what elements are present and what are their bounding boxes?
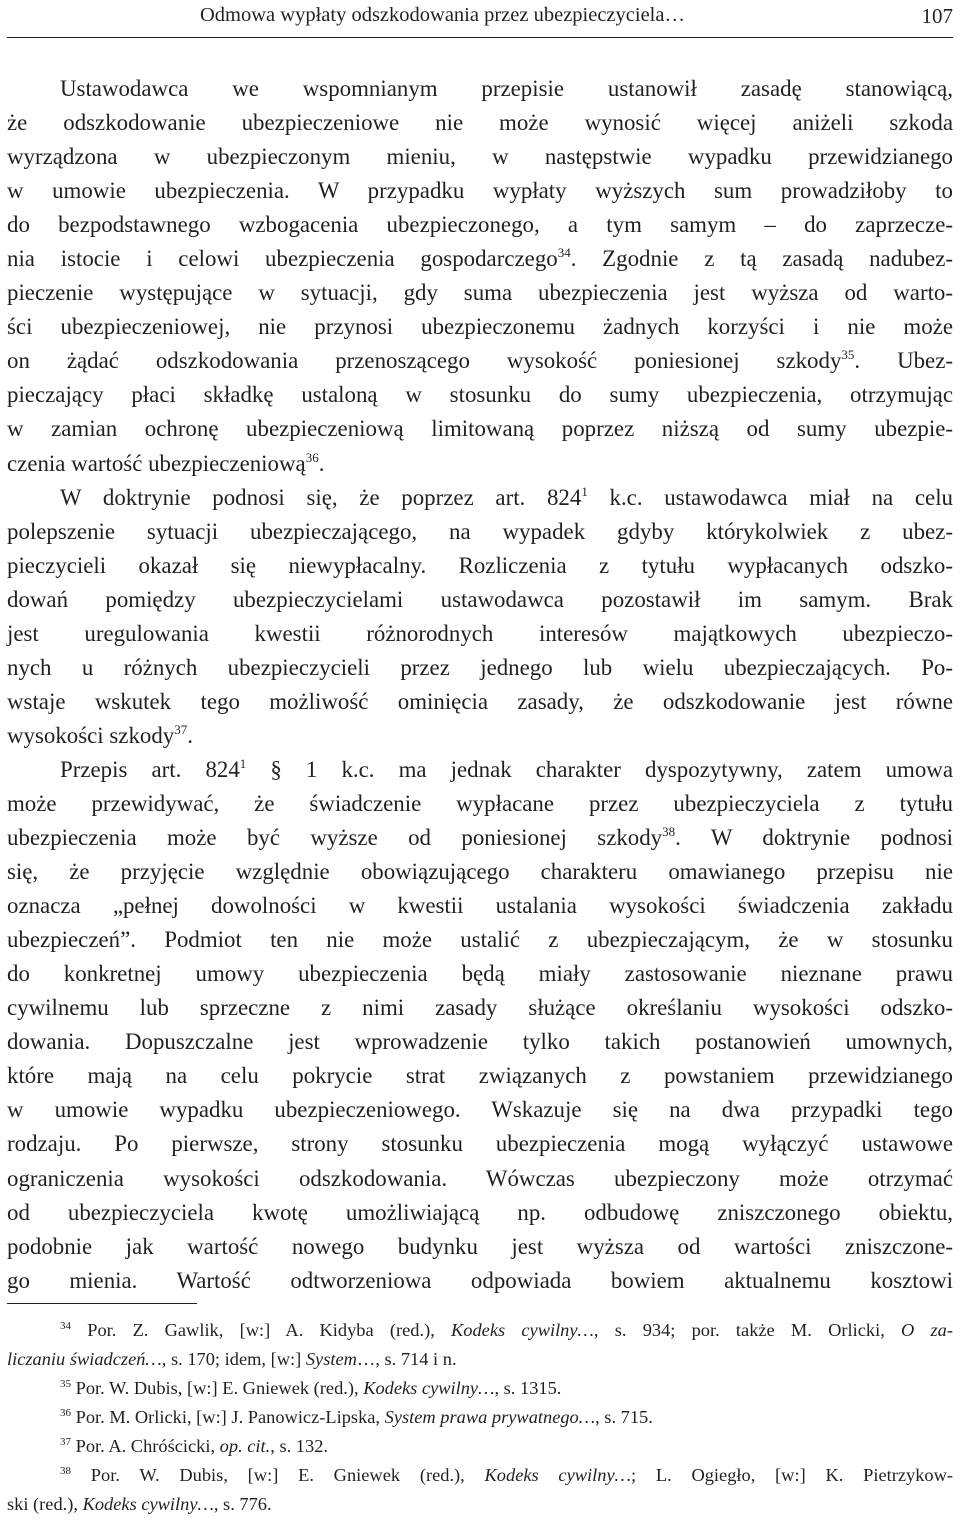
- text-line-content: W doktrynie podnosi się, że poprzez art. 824: [60, 484, 582, 510]
- footnote-line: [7, 1461, 953, 1490]
- text-line: [7, 549, 953, 583]
- text-line-content: ści ubezpieczeniowej, nie przynosi ubezpieczonemu żadnych korzyści i nie może: [7, 314, 953, 340]
- text-line-content: się, że przyjęcie względnie obowiązującego charakteru omawianego przepisu nie: [7, 859, 953, 885]
- text-line: [7, 72, 953, 106]
- text-line: [7, 719, 953, 753]
- footnote-title: liczaniu świadczeń…: [7, 1349, 162, 1369]
- text-line: [7, 106, 953, 140]
- text-line: [7, 174, 953, 208]
- footnote-text: Por. A. Chróścicki,: [75, 1436, 220, 1456]
- footnote-ref: 35: [841, 347, 855, 363]
- footnote-text: …, s. 714 i n.: [356, 1349, 457, 1369]
- text-line: [7, 923, 953, 957]
- text-line-content: oznacza „pełnej dowolności w kwestii ustalania wysokości świadczenia zakładu: [7, 893, 953, 919]
- text-line-content: .: [318, 450, 325, 476]
- text-line-content: w zamian ochronę ubezpieczeniową limitowaną poprzez niższą od sumy ubezpie-: [7, 416, 953, 442]
- text-line-content: dowania. Dopuszczalne jest wprowadzenie tylko takich postanowień umownych,: [7, 1029, 953, 1055]
- footnote-text: ski (red.),: [7, 1494, 83, 1514]
- footnote-title: Kodeks cywilny…: [484, 1465, 631, 1485]
- text-line-content: rodzaju. Po pierwsze, strony stosunku ubezpieczenia mogą wyłączyć ustawowe: [7, 1131, 953, 1157]
- footnote-ref: 1: [581, 483, 588, 499]
- text-line-content: k.c. ustawodawca miał na celu: [587, 484, 953, 510]
- running-head: Odmowa wypłaty odszkodowania przez ubezpieczyciela…: [200, 4, 685, 26]
- text-line-content: w umowie ubezpieczenia. W przypadku wypłaty wyższych sum prowadziłoby to: [7, 178, 953, 204]
- text-line-content: Ustawodawca we wspomnianym przepisie ustanowił zasadę stanowiącą,: [60, 76, 953, 101]
- text-line: [7, 957, 953, 991]
- footnote-text: Por. W. Dubis, [w:] E. Gniewek (red.),: [90, 1465, 485, 1485]
- footnote-line: [7, 1490, 953, 1519]
- text-line: [7, 378, 953, 412]
- text-line-content: które mają na celu pokrycie strat związanych z powstaniem przewidzianego: [7, 1063, 953, 1089]
- footnote-line: [7, 1316, 953, 1345]
- footnote-ref: 37: [174, 721, 188, 737]
- text-line: [7, 515, 953, 549]
- footnote-title: System prawa prywatnego…: [384, 1407, 596, 1427]
- footnote-ref: 36: [305, 449, 319, 465]
- text-line-content: Przepis art. 824: [60, 756, 240, 782]
- footnote-text: ; L. Ogiegło, [w:] K. Pietrzykow-: [630, 1465, 953, 1485]
- text-line-content: pieczający płaci składkę ustaloną w stosunku do sumy ubezpieczenia, otrzymując: [7, 382, 953, 408]
- footnote-text: , s. 170; idem, [w:]: [161, 1349, 306, 1369]
- page-header: [7, 0, 953, 38]
- text-line: [7, 1264, 953, 1298]
- text-line-content: go mienia. Wartość odtworzeniowa odpowiada bowiem aktualnemu kosztowi: [7, 1267, 953, 1293]
- text-line: [7, 1025, 953, 1059]
- main-text: [7, 72, 953, 1298]
- footnote-line: [7, 1432, 953, 1461]
- footnote-title: op. cit.: [219, 1436, 271, 1456]
- text-line-content: podobnie jak wartość nowego budynku jest wyższa od wartości zniszczone-: [7, 1233, 953, 1259]
- text-line: [7, 685, 953, 719]
- text-line: [7, 1127, 953, 1161]
- text-line: [7, 310, 953, 344]
- text-line: [7, 140, 953, 174]
- text-line-content: może przewidywać, że świadczenie wypłacane przez ubezpieczyciela z tytułu: [7, 790, 953, 816]
- text-line: [7, 787, 953, 821]
- text-line-content: dowań pomiędzy ubezpieczycielami ustawodawca pozostawił im samym. Brak: [7, 586, 953, 612]
- text-line-content: wyrządzona w ubezpieczonym mieniu, w następstwie wypadku przewidzianego: [7, 144, 953, 170]
- text-line: [7, 1093, 953, 1127]
- footnote-text: , s. 934; por. także M. Orlicki,: [593, 1320, 902, 1340]
- text-line-content: jest uregulowania kwestii różnorodnych interesów majątkowych ubezpieczo-: [7, 620, 953, 646]
- text-line-content: nia istocie i celowi ubezpieczenia gospodarczego: [7, 246, 558, 272]
- text-line-content: . Zgodnie z tą zasadą nadubez-: [570, 246, 953, 272]
- footnote-text: , s. 776.: [213, 1494, 272, 1514]
- text-line: [7, 276, 953, 310]
- text-line: [7, 583, 953, 617]
- text-line-content: on żądać odszkodowania przenoszącego wysokość poniesionej szkody: [7, 348, 842, 374]
- text-line-content: ograniczenia wysokości odszkodowania. Wówczas ubezpieczony może otrzymać: [7, 1165, 953, 1191]
- footnote-ref: 34: [557, 245, 571, 261]
- footnote-line: [7, 1345, 953, 1374]
- text-line: [7, 889, 953, 923]
- footnote-number: 34: [60, 1320, 71, 1332]
- text-line: [7, 753, 953, 787]
- text-line: [7, 651, 953, 685]
- footnote-line: [7, 1374, 953, 1403]
- text-line-content: pieczenie występujące w sytuacji, gdy suma ubezpieczenia jest wyższa od warto-: [7, 280, 953, 306]
- text-line-content: czenia wartość ubezpieczeniową: [7, 450, 306, 476]
- footnote-text: , s. 132.: [270, 1436, 328, 1456]
- text-line: [7, 1162, 953, 1196]
- footnote-text: Por. M. Orlicki, [w:] J. Panowicz-Lipska,: [75, 1407, 385, 1427]
- text-line-content: wstaje wskutek tego możliwość ominięcia zasady, że odszkodowanie jest równe: [7, 688, 953, 714]
- footnote-title: O za-: [901, 1320, 953, 1340]
- text-line: [7, 855, 953, 889]
- text-line-content: . Ubez-: [854, 348, 953, 374]
- text-line: [7, 447, 953, 481]
- footnote-ref: 1: [239, 755, 247, 771]
- text-line-content: polepszenie sytuacji ubezpieczającego, na wypadek gdyby którykolwiek z ubez-: [7, 518, 953, 544]
- text-line-content: .: [187, 722, 193, 748]
- footnote-text: Por. Z. Gawlik, [w:] A. Kidyba (red.),: [87, 1320, 452, 1340]
- text-line-content: pieczycieli okazał się niewypłacalny. Rozliczenia z tytułu wypłacanych odszko-: [7, 552, 953, 578]
- text-line-content: nych u różnych ubezpieczycieli przez jednego lub wielu ubezpieczających. Po-: [7, 654, 953, 680]
- text-line-content: . W doktrynie podnosi: [675, 825, 953, 851]
- text-line: [7, 242, 953, 276]
- text-line-content: § 1 k.c. ma jednak charakter dyspozytywny, zatem umowa: [246, 756, 953, 782]
- text-line-content: ubezpieczeń”. Podmiot ten nie może ustalić z ubezpieczającym, że w stosunku: [7, 927, 953, 953]
- footnote-text: , s. 1315.: [494, 1378, 562, 1398]
- footnote-number: 36: [60, 1407, 71, 1419]
- footnote-number: 38: [60, 1465, 71, 1477]
- text-line-content: że odszkodowanie ubezpieczeniowe nie może wynosić więcej aniżeli szkoda: [7, 110, 953, 136]
- footnote-title: System: [305, 1349, 357, 1369]
- page-number: 107: [921, 4, 953, 28]
- footnote-title: Kodeks cywilny…: [363, 1378, 495, 1398]
- footnote-title: Kodeks cywilny…: [451, 1320, 594, 1340]
- footnote-line: [7, 1403, 953, 1432]
- text-line-content: wysokości szkody: [7, 722, 175, 748]
- text-line: [7, 1059, 953, 1093]
- text-line: [7, 1196, 953, 1230]
- text-line-content: cywilnemu lub sprzeczne z nimi zasady służące określaniu wysokości odszko-: [7, 995, 953, 1021]
- footnotes: [7, 1316, 953, 1519]
- footnote-text: , s. 715.: [595, 1407, 653, 1427]
- text-line-content: do konkretnej umowy ubezpieczenia będą miały zastosowanie nieznane prawu: [7, 961, 953, 987]
- footnote-number: 35: [60, 1378, 71, 1390]
- text-line: [7, 821, 953, 855]
- text-line: [7, 412, 953, 446]
- text-line-content: w umowie wypadku ubezpieczeniowego. Wskazuje się na dwa przypadki tego: [7, 1097, 953, 1123]
- footnote-number: 37: [60, 1436, 71, 1448]
- text-line-content: ubezpieczenia może być wyższe od poniesionej szkody: [7, 825, 663, 851]
- text-line: [7, 617, 953, 651]
- text-line: [7, 481, 953, 515]
- footnote-separator: [7, 1303, 197, 1304]
- text-line-content: od ubezpieczyciela kwotę umożliwiającą np. odbudowę zniszczonego obiektu,: [7, 1199, 953, 1225]
- text-line: [7, 1230, 953, 1264]
- footnote-title: Kodeks cywilny…: [82, 1494, 214, 1514]
- text-line-content: do bezpodstawnego wzbogacenia ubezpieczonego, a tym samym – do zaprzecze-: [7, 212, 953, 238]
- text-line: [7, 991, 953, 1025]
- text-line: [7, 208, 953, 242]
- footnote-ref: 38: [662, 824, 676, 840]
- text-line: [7, 344, 953, 378]
- footnote-text: Por. W. Dubis, [w:] E. Gniewek (red.),: [75, 1378, 364, 1398]
